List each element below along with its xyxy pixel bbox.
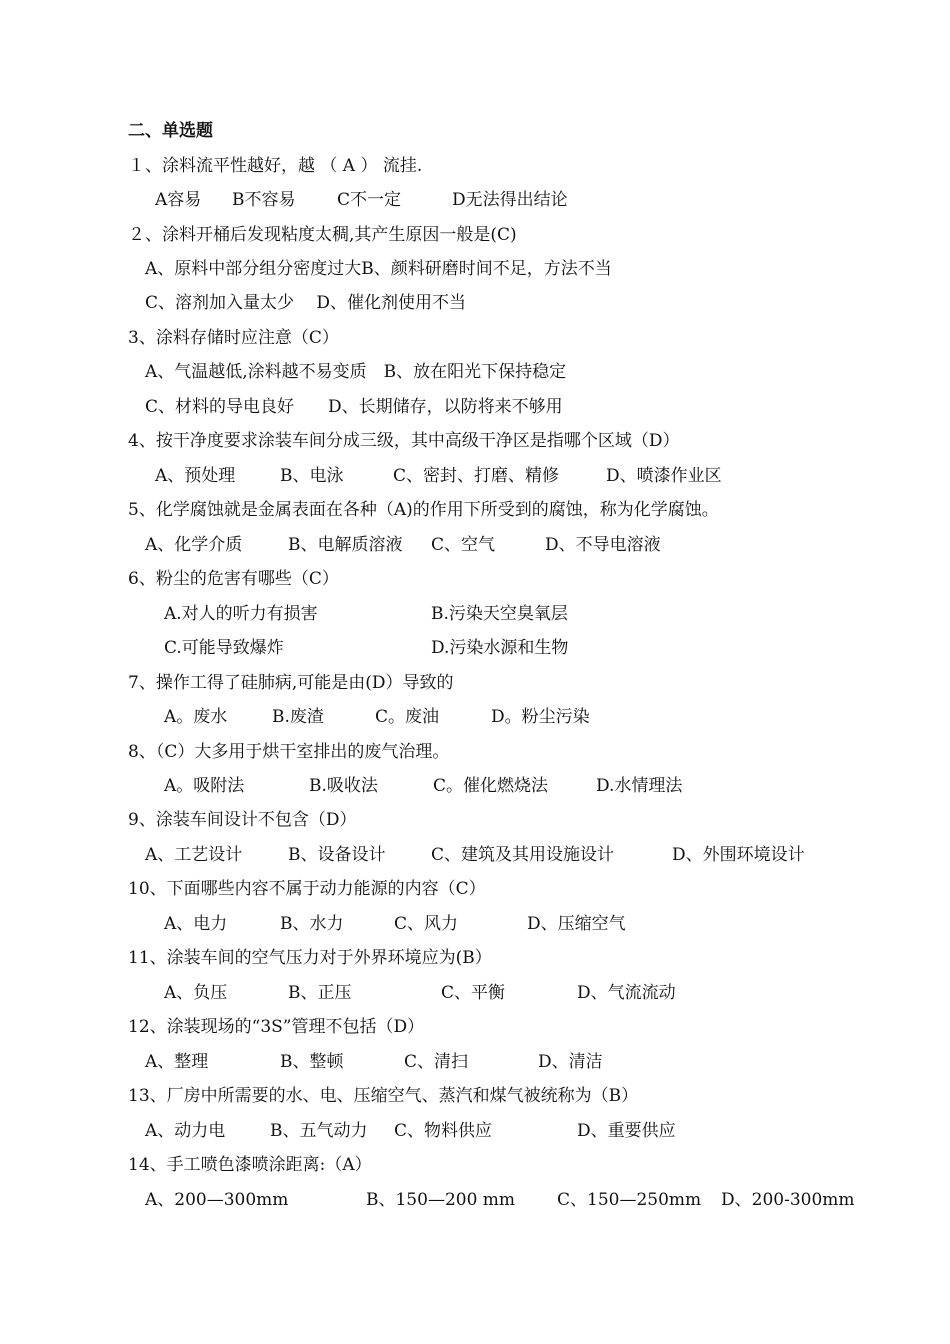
question-14: 14、手工喷色漆喷涂距离:（A） <box>128 1155 372 1175</box>
q12-option-a: A、整理 <box>145 1052 209 1072</box>
question-11: 11、涂装车间的空气压力对于外界环境应为(B） <box>128 948 492 968</box>
q11-option-d: D、气流流动 <box>577 983 676 1003</box>
q9-option-b: B、设备设计 <box>288 845 386 865</box>
q2-option-line-2: C、溶剂加入量太少 D、催化剂使用不当 <box>145 293 467 313</box>
q6-option-c: C.可能导致爆炸 <box>164 638 284 658</box>
q4-option-d: D、喷漆作业区 <box>606 466 722 486</box>
q13-option-b: B、五气动力 <box>270 1121 368 1141</box>
q7-option-c: C。废油 <box>375 707 440 727</box>
q4-option-a: A、预处理 <box>155 466 236 486</box>
q3-option-line-2: C、材料的导电良好 D、长期储存，以防将来不够用 <box>145 397 563 417</box>
q8-option-b: B.吸收法 <box>309 776 378 796</box>
q9-option-a: A、工艺设计 <box>145 845 243 865</box>
q14-option-c: C、150—250mm <box>557 1190 702 1210</box>
q11-option-a: A、负压 <box>164 983 228 1003</box>
question-9: 9、涂装车间设计不包含（D） <box>128 810 357 830</box>
q9-option-d: D、外围环境设计 <box>672 845 805 865</box>
question-3: 3、涂料存储时应注意（C） <box>128 328 339 348</box>
question-13: 13、厂房中所需要的水、电、压缩空气、蒸汽和煤气被统称为（B） <box>128 1086 639 1106</box>
q6-option-b: B.污染天空臭氧层 <box>431 604 568 624</box>
section-title: 二、单选题 <box>128 121 213 141</box>
question-1: １、涂料流平性越好，越 （ A ） 流挂. <box>128 156 423 176</box>
q1-option-c: C不一定 <box>337 190 402 210</box>
q13-option-d: D、重要供应 <box>577 1121 676 1141</box>
question-5: 5、化学腐蚀就是金属表面在各种（A)的作用下所受到的腐蚀，称为化学腐蚀。 <box>128 500 719 520</box>
question-10: 10、下面哪些内容不属于动力能源的内容（C） <box>128 879 486 899</box>
q7-option-d: D。粉尘污染 <box>491 707 590 727</box>
q8-option-c: C。催化燃烧法 <box>433 776 549 796</box>
q8-option-a: A。吸附法 <box>164 776 245 796</box>
q11-option-c: C、平衡 <box>441 983 506 1003</box>
question-4: 4、按干净度要求涂装车间分成三级，其中高级干净区是指哪个区域（D） <box>128 431 680 451</box>
q13-option-c: C、物料供应 <box>394 1121 493 1141</box>
q1-option-d: D无法得出结论 <box>452 190 568 210</box>
question-2: ２、涂料开桶后发现粘度太稠,其产生原因一般是(C) <box>128 225 517 245</box>
q12-option-c: C、清扫 <box>404 1052 469 1072</box>
question-12: 12、涂装现场的“3S”管理不包括（D） <box>128 1017 425 1037</box>
q13-option-a: A、动力电 <box>145 1121 226 1141</box>
q14-option-a: A、200—300mm <box>145 1190 289 1210</box>
q10-option-a: A、电力 <box>164 914 228 934</box>
q10-option-b: B、水力 <box>280 914 344 934</box>
q5-option-b: B、电解质溶液 <box>288 535 403 555</box>
q2-option-line-1: A、原料中部分组分密度过大B、颜料研磨时间不足，方法不当 <box>145 259 612 279</box>
q14-option-b: B、150—200 mm <box>366 1190 516 1210</box>
q4-option-b: B、电泳 <box>280 466 344 486</box>
q10-option-c: C、风力 <box>394 914 459 934</box>
q8-option-d: D.水情理法 <box>596 776 683 796</box>
q6-option-a: A.对人的听力有损害 <box>164 604 318 624</box>
q1-option-a: A容易 <box>155 190 202 210</box>
q7-option-b: B.废渣 <box>272 707 324 727</box>
q3-option-line-1: A、气温越低,涂料越不易变质 B、放在阳光下保持稳定 <box>145 362 567 382</box>
q11-option-b: B、正压 <box>288 983 352 1003</box>
question-6: 6、粉尘的危害有哪些（C） <box>128 569 339 589</box>
q6-option-d: D.污染水源和生物 <box>431 638 569 658</box>
q9-option-c: C、建筑及其用设施设计 <box>431 845 615 865</box>
q5-option-c: C、空气 <box>431 535 496 555</box>
q10-option-d: D、压缩空气 <box>527 914 626 934</box>
q14-option-d: D、200-300mm <box>721 1190 855 1210</box>
q1-option-b: B不容易 <box>232 190 296 210</box>
q5-option-a: A、化学介质 <box>145 535 243 555</box>
question-7: 7、操作工得了硅肺病,可能是由(D）导致的 <box>128 673 454 693</box>
q12-option-b: B、整顿 <box>280 1052 344 1072</box>
q5-option-d: D、不导电溶液 <box>545 535 661 555</box>
q4-option-c: C、密封、打磨、精修 <box>393 466 560 486</box>
q7-option-a: A。废水 <box>164 707 228 727</box>
question-8: 8、（C）大多用于烘干室排出的废气治理。 <box>128 742 450 762</box>
q12-option-d: D、清洁 <box>538 1052 603 1072</box>
